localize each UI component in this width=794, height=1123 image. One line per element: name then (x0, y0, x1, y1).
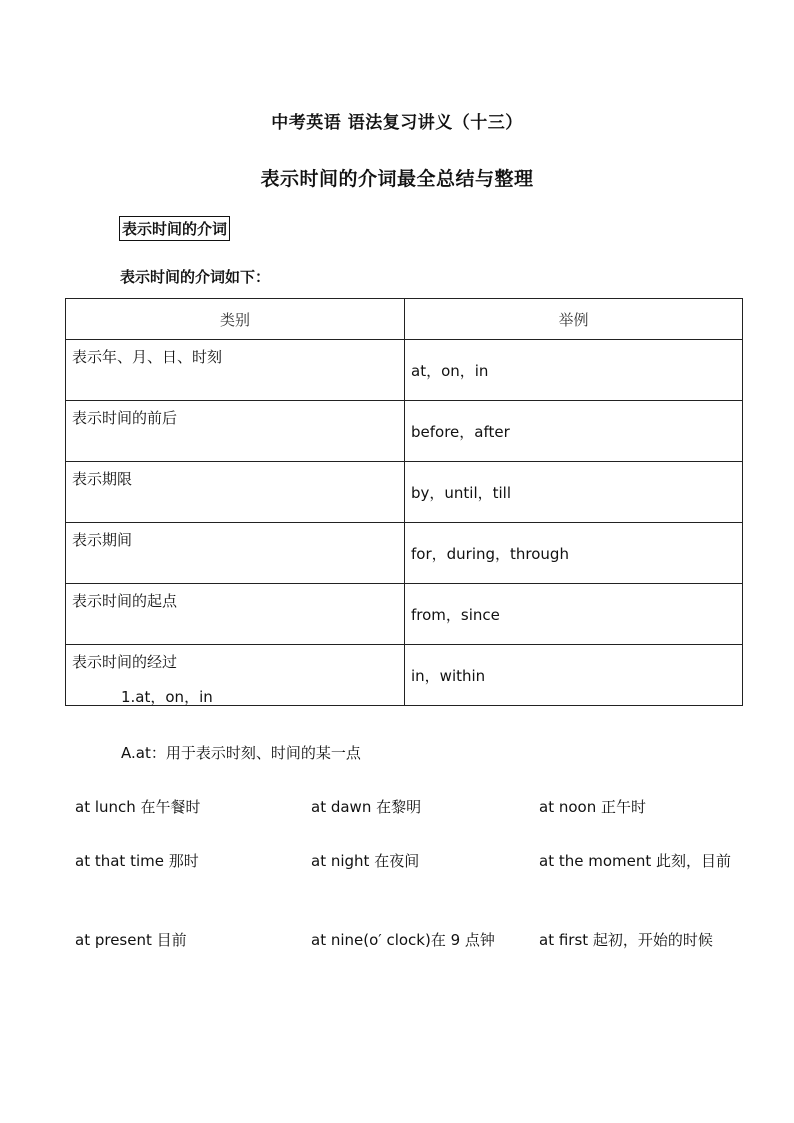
document-title: 中考英语 语法复习讲义（十三） (271, 113, 523, 133)
table-row (66, 523, 743, 584)
table-row (66, 340, 743, 401)
header-category: 类别 (66, 299, 405, 340)
table-row (66, 584, 743, 645)
section-a-heading: A.at：用于表示时刻、时间的某一点 (121, 744, 361, 762)
row-examples: in，within (405, 645, 743, 706)
row-category: 表示时间的起点 (66, 584, 405, 645)
table-row (66, 462, 743, 523)
phrase-item: at night 在夜间 (311, 852, 420, 870)
row-examples: from，since (405, 584, 743, 645)
header-examples: 举例 (405, 299, 743, 340)
phrase-item: at that time 那时 (75, 852, 199, 870)
phrase-item: at nine(o′ clock)在 9 点钟 (311, 931, 495, 949)
row-category: 表示年、月、日、时刻 (66, 340, 405, 401)
phrase-item: at first 起初，开始的时候 (539, 931, 713, 949)
row-category: 表示时间的经过 (66, 645, 405, 706)
preposition-table (65, 298, 743, 706)
row-category: 表示期间 (66, 523, 405, 584)
table-header-row (66, 299, 743, 340)
phrase-item: at dawn 在黎明 (311, 798, 422, 816)
phrase-item: at the moment 此刻，目前 (539, 852, 732, 870)
row-category: 表示期限 (66, 462, 405, 523)
table-row (66, 401, 743, 462)
section-1-heading: 1.at，on，in (121, 688, 213, 706)
row-examples: by，until，till (405, 462, 743, 523)
section-heading-boxed: 表示时间的介词 (119, 216, 230, 241)
phrase-item: at noon 正午时 (539, 798, 646, 816)
row-category: 表示时间的前后 (66, 401, 405, 462)
document-subtitle: 表示时间的介词最全总结与整理 (260, 168, 534, 190)
row-examples: at，on，in (405, 340, 743, 401)
row-examples: before，after (405, 401, 743, 462)
phrase-item: at lunch 在午餐时 (75, 798, 201, 816)
phrase-item: at present 目前 (75, 931, 187, 949)
intro-text: 表示时间的介词如下： (120, 268, 271, 286)
row-examples: for，during，through (405, 523, 743, 584)
